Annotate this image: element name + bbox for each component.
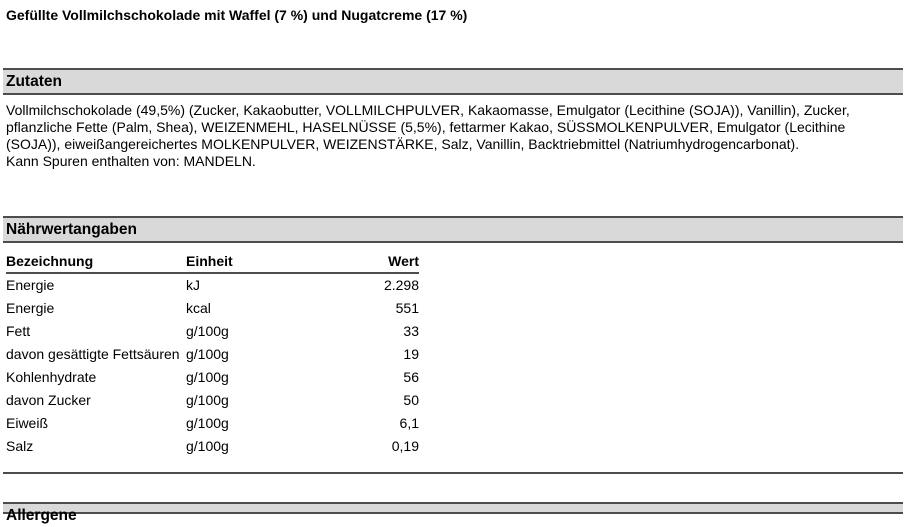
row-name: Kohlenhydrate: [6, 369, 97, 385]
ingredients-list: Vollmilchschokolade (49,5%) (Zucker, Kakaobutter, VOLLMILCHPULVER, Kakaomasse, Emulgator (Lecithine (SOJA)), Vanillin), Zucker, pflanzliche Fette (Palm, Shea), WEIZENMEHL, HASELNÜSSE (5,5%), fettarmer Kakao, SÜSSMOLKENPULVER, Emulgator (Lecithine (SOJA)), eiweißangereichertes MOLKENPULVER, WEIZENSTÄRKE, Salz, Vanillin, Backtriebmittel (Natriumhydrogencarbonat).: [6, 102, 850, 152]
row-value: 19: [403, 346, 419, 362]
row-unit: g/100g: [186, 346, 229, 362]
row-unit: g/100g: [186, 438, 229, 454]
nutrition-section-header: Nährwertangaben: [3, 216, 903, 243]
table-row: [6, 343, 419, 366]
column-header-unit: Einheit: [186, 253, 233, 269]
row-name: Eiweiß: [6, 415, 49, 431]
table-row: [6, 320, 419, 343]
row-unit: g/100g: [186, 415, 229, 431]
row-value: 50: [403, 392, 419, 408]
row-name: Energie: [6, 277, 55, 293]
row-name: davon gesättigte Fettsäuren: [6, 346, 180, 362]
traces-note: Kann Spuren enthalten von: MANDELN.: [6, 153, 256, 169]
allergens-section-header: Allergene: [3, 502, 903, 514]
ingredients-section-header: Zutaten: [3, 68, 903, 95]
product-title: Gefüllte Vollmilchschokolade mit Waffel (7 %) und Nugatcreme (17 %): [6, 7, 468, 23]
table-bottom-divider: [3, 472, 903, 474]
row-unit: kJ: [186, 277, 200, 293]
row-unit: g/100g: [186, 369, 229, 385]
row-unit: kcal: [186, 300, 211, 316]
column-header-value: Wert: [388, 253, 419, 269]
row-name: Salz: [6, 438, 34, 454]
table-row: [6, 412, 419, 435]
row-name: Fett: [6, 323, 31, 339]
row-name: davon Zucker: [6, 392, 91, 408]
row-value: 6,1: [399, 415, 419, 431]
row-value: 33: [403, 323, 419, 339]
row-unit: g/100g: [186, 392, 229, 408]
row-value: 551: [395, 300, 419, 316]
table-row: [6, 273, 419, 297]
row-value: 2.298: [383, 277, 419, 293]
row-unit: g/100g: [186, 323, 229, 339]
row-value: 56: [403, 369, 419, 385]
table-row: [6, 297, 419, 320]
table-row: [6, 435, 419, 458]
column-header-name: Bezeichnung: [6, 253, 94, 269]
table-row: [6, 366, 419, 389]
row-name: Energie: [6, 300, 55, 316]
row-value: 0,19: [391, 438, 419, 454]
table-row: [6, 389, 419, 412]
nutrition-table: [6, 250, 419, 458]
nutrition-header-row: [6, 250, 419, 273]
ingredients-text: [6, 102, 902, 170]
